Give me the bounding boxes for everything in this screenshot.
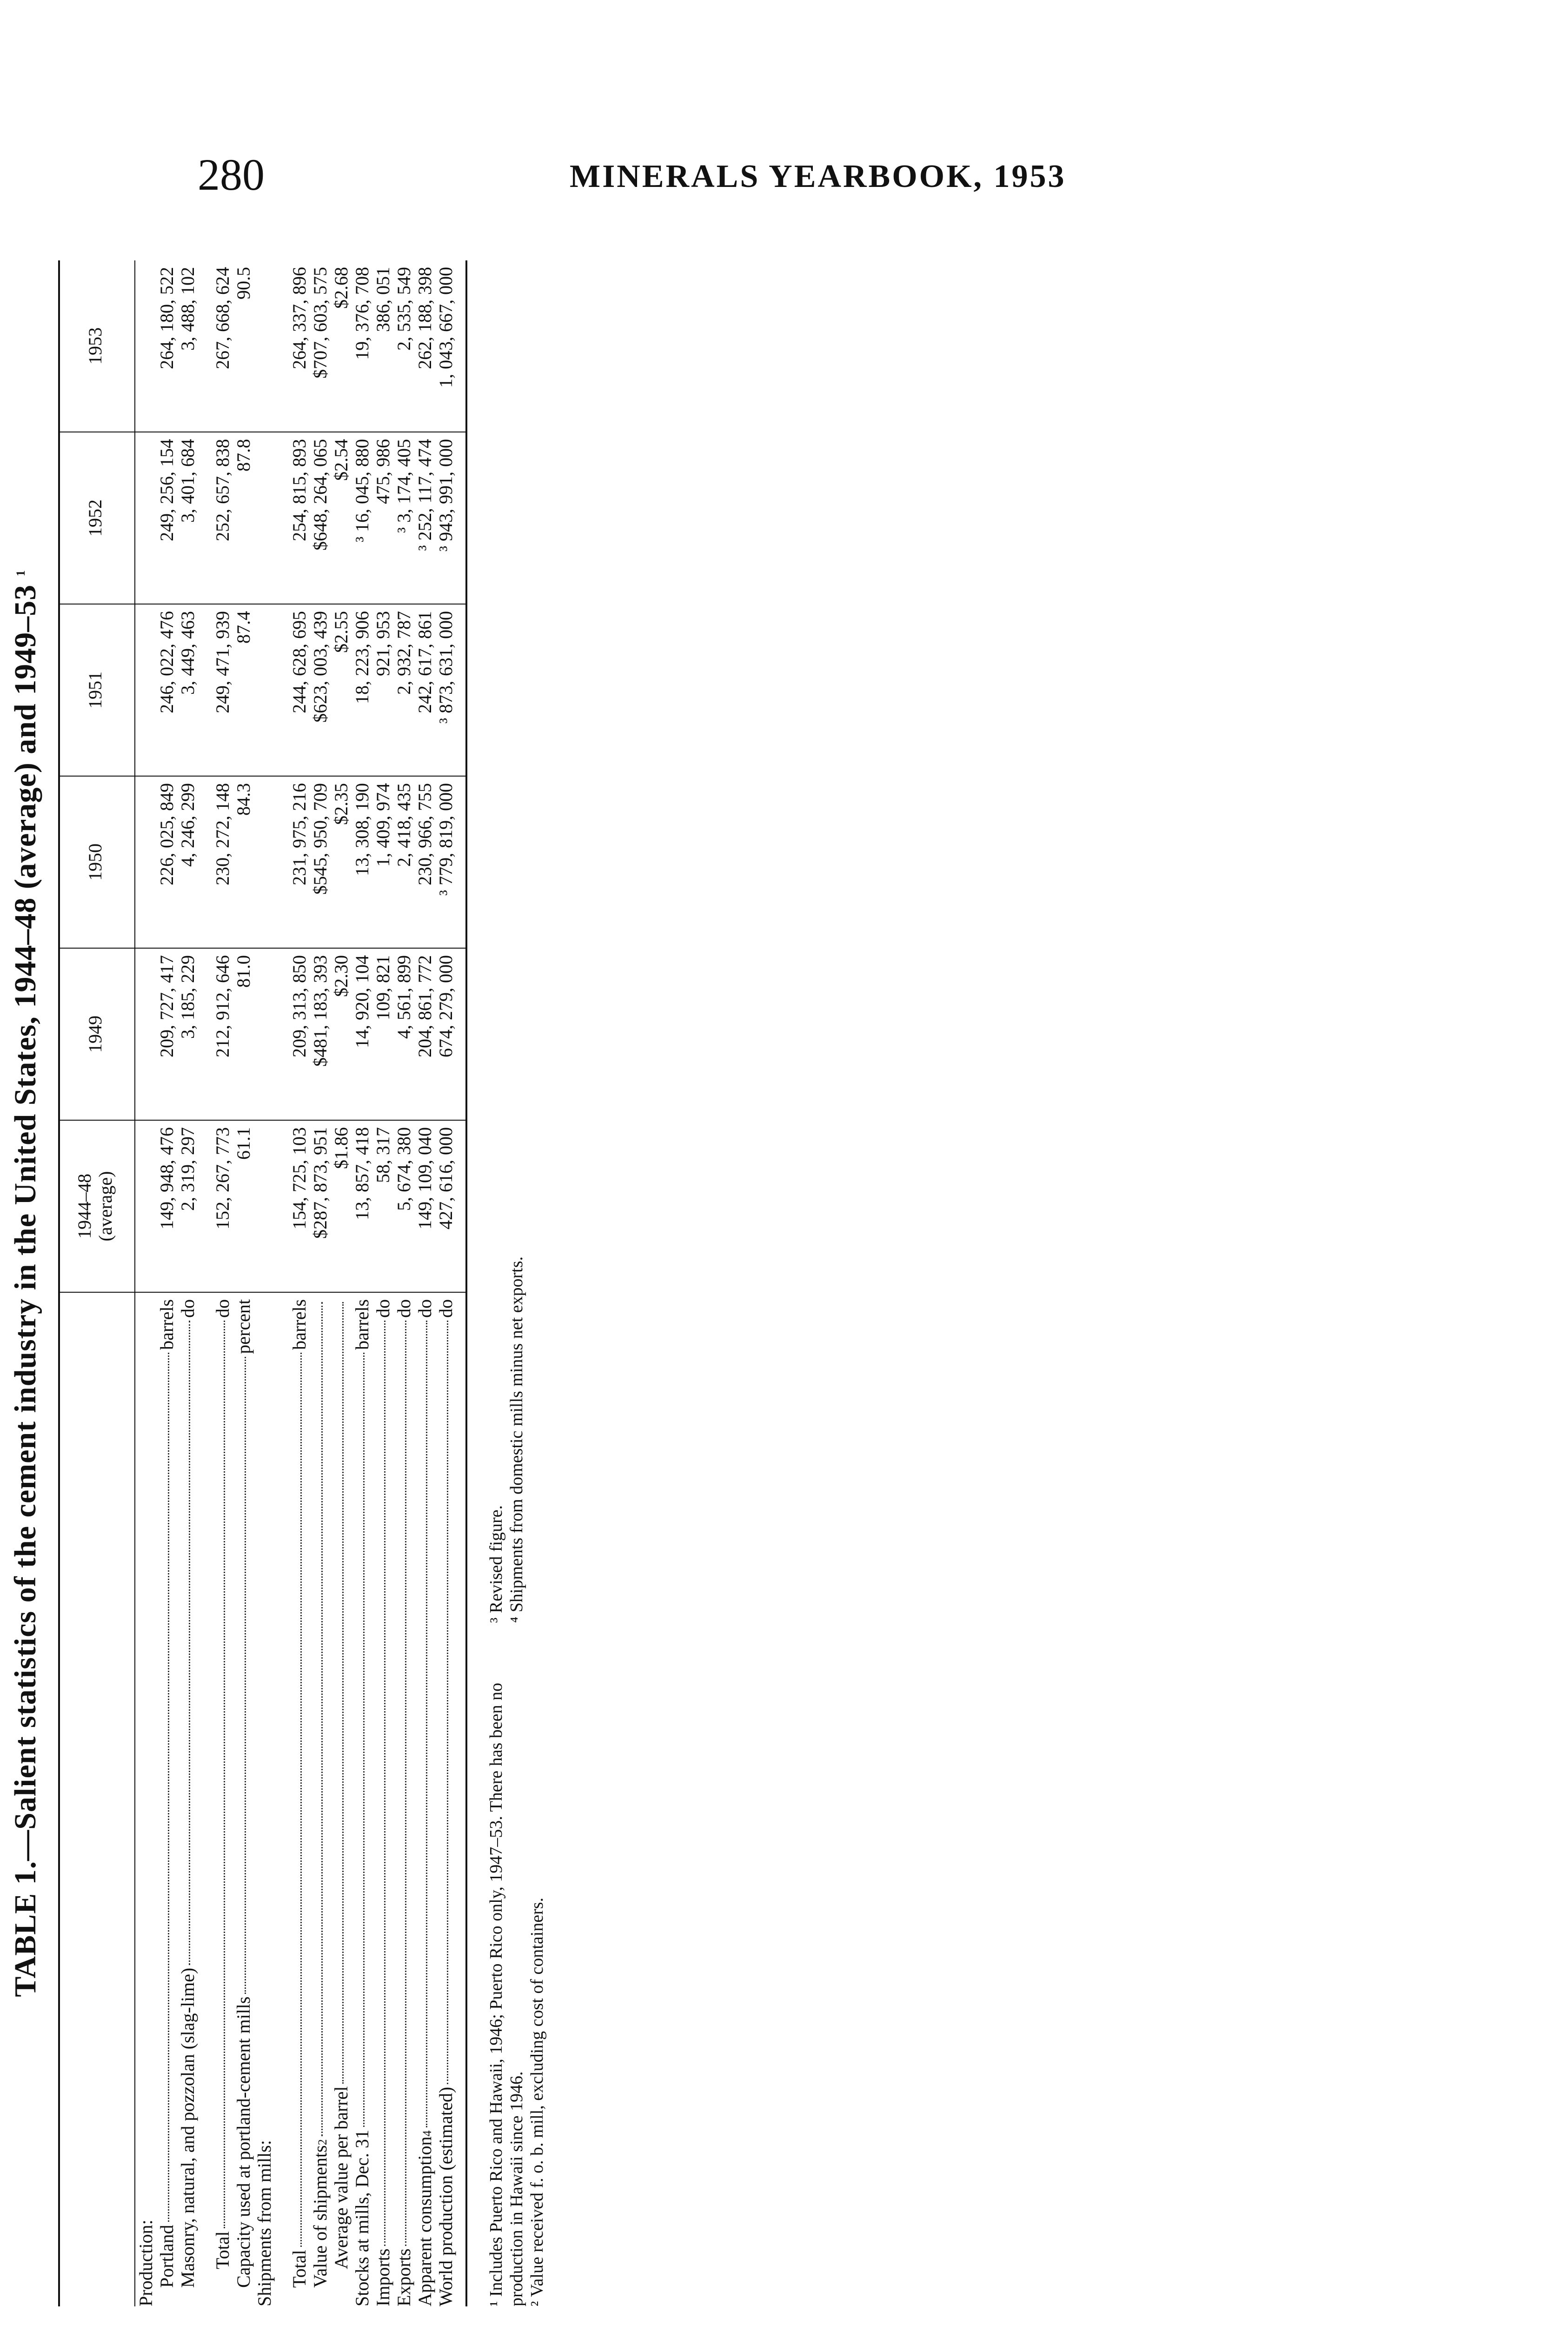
table-cell xyxy=(135,432,156,604)
row-label-cell xyxy=(372,1292,393,2306)
row-label xyxy=(135,1299,156,2306)
table-cell: 13, 857, 418 xyxy=(352,1120,372,1292)
row-label xyxy=(177,1299,198,2306)
table-cell: 2, 319, 297 xyxy=(177,1120,198,1292)
table-row xyxy=(435,260,466,2306)
table-title-note: 1 xyxy=(14,570,27,577)
leader-dots xyxy=(321,1302,323,2136)
leader-dots xyxy=(384,1321,385,2246)
table-cell: 242, 617, 861 xyxy=(414,604,435,776)
leader-dots xyxy=(363,1353,365,2127)
row-label-text: Value of shipments xyxy=(310,2145,331,2288)
row-label-cell xyxy=(254,1292,275,2306)
rotated-table-block xyxy=(0,260,1030,2306)
table-cell: 81.0 xyxy=(233,948,254,1120)
table-cell: 267, 668, 624 xyxy=(198,260,233,432)
table-cell: 246, 022, 476 xyxy=(156,604,177,776)
table-cell xyxy=(135,1120,156,1292)
table-cell: ³ 16, 045, 880 xyxy=(352,432,372,604)
statistics-table xyxy=(58,260,467,2306)
table-cell: 3, 185, 229 xyxy=(177,948,198,1120)
table-cell: 61.1 xyxy=(233,1120,254,1292)
table-cell xyxy=(135,604,156,776)
table-cell: $287, 873, 951 xyxy=(310,1120,331,1292)
row-label-text: World production (estimated) xyxy=(435,2086,456,2306)
table-cell: $2.30 xyxy=(331,948,352,1120)
table-cell xyxy=(254,1120,275,1292)
row-label-text: Portland xyxy=(156,2225,177,2288)
table-cell: 149, 948, 476 xyxy=(156,1120,177,1292)
footnote-3: ³ Revised figure. xyxy=(486,1505,506,1623)
leader-dots xyxy=(426,1321,427,2128)
table-cell xyxy=(254,948,275,1120)
column-header: 1952 xyxy=(59,432,135,604)
table-cell: $2.35 xyxy=(331,776,352,948)
table-cell: $1.86 xyxy=(331,1120,352,1292)
table-cell: 58, 317 xyxy=(372,1120,393,1292)
row-label xyxy=(289,1299,310,2306)
table-cell: 254, 815, 893 xyxy=(275,432,310,604)
row-unit: do xyxy=(372,1299,393,1318)
footnote-2: ² Value received f. o. b. mill, excluding cost of containers. xyxy=(527,1897,547,2306)
table-cell: 2, 418, 435 xyxy=(393,776,414,948)
column-header: 1950 xyxy=(59,776,135,948)
table-cell: $623, 003, 439 xyxy=(310,604,331,776)
table-cell: 212, 912, 646 xyxy=(198,948,233,1120)
table-cell: 2, 535, 549 xyxy=(393,260,414,432)
row-unit: percent xyxy=(233,1299,254,1354)
table-cell: 3, 449, 463 xyxy=(177,604,198,776)
row-label-text: Total xyxy=(212,2231,233,2269)
leader-dots xyxy=(405,1321,406,2246)
row-unit: barrels xyxy=(352,1299,372,1350)
table-cell: 209, 313, 850 xyxy=(275,948,310,1120)
table-row xyxy=(254,260,275,2306)
footnote-4: ⁴ Shipments from domestic mills minus net exports. xyxy=(507,1256,526,1623)
leader-dots xyxy=(168,1353,169,2222)
row-label-text: Average value per barrel xyxy=(331,2086,352,2269)
table-cell: 90.5 xyxy=(233,260,254,432)
table-cell: 204, 861, 772 xyxy=(414,948,435,1120)
column-header: 1949 xyxy=(59,948,135,1120)
row-label-text: Production: xyxy=(135,2219,156,2306)
row-label xyxy=(212,1299,233,2306)
column-header: 1953 xyxy=(59,260,135,432)
table-cell: $2.55 xyxy=(331,604,352,776)
table-cell: ³ 3, 174, 405 xyxy=(393,432,414,604)
row-label-text: Total xyxy=(289,2250,310,2288)
table-cell: 2, 932, 787 xyxy=(393,604,414,776)
table-cell: 230, 966, 755 xyxy=(414,776,435,948)
table-row xyxy=(233,260,254,2306)
row-label-cell xyxy=(233,1292,254,2306)
row-label: Value of shipments 2 xyxy=(310,1299,331,2306)
table-cell: 14, 920, 104 xyxy=(352,948,372,1120)
table-body xyxy=(135,260,466,2306)
table-cell: 249, 256, 154 xyxy=(156,432,177,604)
footnotes-right xyxy=(486,1256,547,1623)
table-row xyxy=(393,260,414,2306)
row-label-text: Stocks at mills, Dec. 31 xyxy=(352,2130,372,2306)
row-label xyxy=(156,1299,177,2306)
table-cell: 18, 223, 906 xyxy=(352,604,372,776)
table-row xyxy=(372,260,393,2306)
table-title xyxy=(0,260,58,2306)
row-unit: do xyxy=(414,1299,435,1318)
row-label-cell xyxy=(414,1292,435,2306)
table-cell: $707, 603, 575 xyxy=(310,260,331,432)
footnote-1: ¹ Includes Puerto Rico and Hawaii, 1946; Puerto Rico only, 1947–53. There has been no production in Hawaii since 1946. xyxy=(486,1682,526,2306)
table-cell: 249, 471, 939 xyxy=(198,604,233,776)
row-label-cell xyxy=(310,1292,331,2306)
row-unit: do xyxy=(177,1299,198,1318)
table-cell xyxy=(135,776,156,948)
column-header-stub xyxy=(59,1292,135,2306)
row-label-cell xyxy=(393,1292,414,2306)
table-cell xyxy=(135,260,156,432)
table-cell: 84.3 xyxy=(233,776,254,948)
table-title-text: TABLE 1.—Salient statistics of the cement industry in the United States, 1944–48 (average) and 1949–53 xyxy=(8,584,42,1997)
table-cell: ³ 779, 819, 000 xyxy=(435,776,466,948)
table-cell: 252, 657, 838 xyxy=(198,432,233,604)
page-header xyxy=(0,0,1568,279)
table-cell: 264, 337, 896 xyxy=(275,260,310,432)
row-label xyxy=(331,1299,352,2306)
row-unit: do xyxy=(435,1299,456,1318)
table-cell: 264, 180, 522 xyxy=(156,260,177,432)
leader-dots xyxy=(300,1353,302,2247)
row-label xyxy=(435,1299,456,2306)
table-cell: 427, 616, 000 xyxy=(435,1120,466,1292)
row-label-text: Shipments from mills: xyxy=(254,2140,275,2306)
running-head: MINERALS YEARBOOK, 1953 xyxy=(570,159,1066,194)
row-label: Apparent consumption 4 do xyxy=(414,1299,435,2306)
table-cell: 921, 953 xyxy=(372,604,393,776)
row-label xyxy=(254,1299,275,2306)
table-row xyxy=(177,260,198,2306)
row-label-cell xyxy=(352,1292,372,2306)
table-cell: 230, 272, 148 xyxy=(198,776,233,948)
table-cell: 4, 246, 299 xyxy=(177,776,198,948)
table-cell: 1, 409, 974 xyxy=(372,776,393,948)
table-header-row xyxy=(59,260,135,2306)
table-cell: 5, 674, 380 xyxy=(393,1120,414,1292)
row-label-cell xyxy=(198,1292,233,2306)
table-cell: 386, 051 xyxy=(372,260,393,432)
row-label-text: Apparent consumption xyxy=(414,2136,435,2306)
table-cell: 87.8 xyxy=(233,432,254,604)
leader-dots xyxy=(245,1357,246,1994)
table-cell: 226, 025, 849 xyxy=(156,776,177,948)
leader-dots xyxy=(224,1321,225,2228)
footnotes-left xyxy=(486,1679,547,2306)
table-cell: $2.54 xyxy=(331,432,352,604)
table-cell: $481, 183, 393 xyxy=(310,948,331,1120)
row-label xyxy=(233,1299,254,2306)
table-cell: 244, 628, 695 xyxy=(275,604,310,776)
table-cell: $648, 264, 065 xyxy=(310,432,331,604)
table-cell: 209, 727, 417 xyxy=(156,948,177,1120)
row-label-cell xyxy=(275,1292,310,2306)
row-label-text: Capacity used at portland-cement mills xyxy=(233,1996,254,2288)
row-label-cell xyxy=(177,1292,198,2306)
table-row xyxy=(414,260,435,2306)
table-row xyxy=(156,260,177,2306)
table-row xyxy=(352,260,372,2306)
row-unit: do xyxy=(393,1299,414,1318)
row-unit: do xyxy=(212,1299,233,1318)
table-cell: ³ 943, 991, 000 xyxy=(435,432,466,604)
table-cell: 3, 401, 684 xyxy=(177,432,198,604)
table-cell: 149, 109, 040 xyxy=(414,1120,435,1292)
row-label xyxy=(372,1299,393,2306)
column-header: 1951 xyxy=(59,604,135,776)
row-label-cell xyxy=(156,1292,177,2306)
table-cell: 19, 376, 708 xyxy=(352,260,372,432)
table-cell xyxy=(135,948,156,1120)
table-row xyxy=(275,260,310,2306)
table-cell: 4, 561, 899 xyxy=(393,948,414,1120)
table-cell: $2.68 xyxy=(331,260,352,432)
row-unit: barrels xyxy=(289,1299,310,1350)
row-label-text: Exports xyxy=(393,2248,414,2306)
table-row xyxy=(331,260,352,2306)
row-label xyxy=(393,1299,414,2306)
table-cell: 87.4 xyxy=(233,604,254,776)
leader-dots xyxy=(447,1321,448,2084)
row-label-cell xyxy=(435,1292,466,2306)
table-row xyxy=(135,260,156,2306)
table-cell: 1, 043, 667, 000 xyxy=(435,260,466,432)
table-cell: 674, 279, 000 xyxy=(435,948,466,1120)
row-label-cell xyxy=(331,1292,352,2306)
table-cell: ³ 252, 117, 474 xyxy=(414,432,435,604)
table-cell: 231, 975, 216 xyxy=(275,776,310,948)
row-label-cell xyxy=(135,1292,156,2306)
table-cell: 262, 188, 398 xyxy=(414,260,435,432)
table-cell xyxy=(254,432,275,604)
row-label-text: Imports xyxy=(372,2248,393,2306)
table-cell: 3, 488, 102 xyxy=(177,260,198,432)
table-cell: 152, 267, 773 xyxy=(198,1120,233,1292)
table-cell: 13, 308, 190 xyxy=(352,776,372,948)
table-cell: ³ 873, 631, 000 xyxy=(435,604,466,776)
table-cell: 154, 725, 103 xyxy=(275,1120,310,1292)
row-unit: barrels xyxy=(156,1299,177,1350)
table-cell xyxy=(254,604,275,776)
leader-dots xyxy=(342,1302,344,2084)
table-row xyxy=(310,260,331,2306)
table-cell: 475, 986 xyxy=(372,432,393,604)
row-label xyxy=(352,1299,372,2306)
table-cell: 109, 821 xyxy=(372,948,393,1120)
column-header: 1944–48 (average) xyxy=(59,1120,135,1292)
page-number: 280 xyxy=(198,150,265,199)
leader-dots xyxy=(189,1321,190,1965)
footnotes xyxy=(486,260,547,2306)
table-cell xyxy=(254,260,275,432)
table-cell xyxy=(254,776,275,948)
table-row xyxy=(198,260,233,2306)
table-cell: $545, 950, 709 xyxy=(310,776,331,948)
row-label-text: Masonry, natural, and pozzolan (slag-lime) xyxy=(177,1967,198,2288)
